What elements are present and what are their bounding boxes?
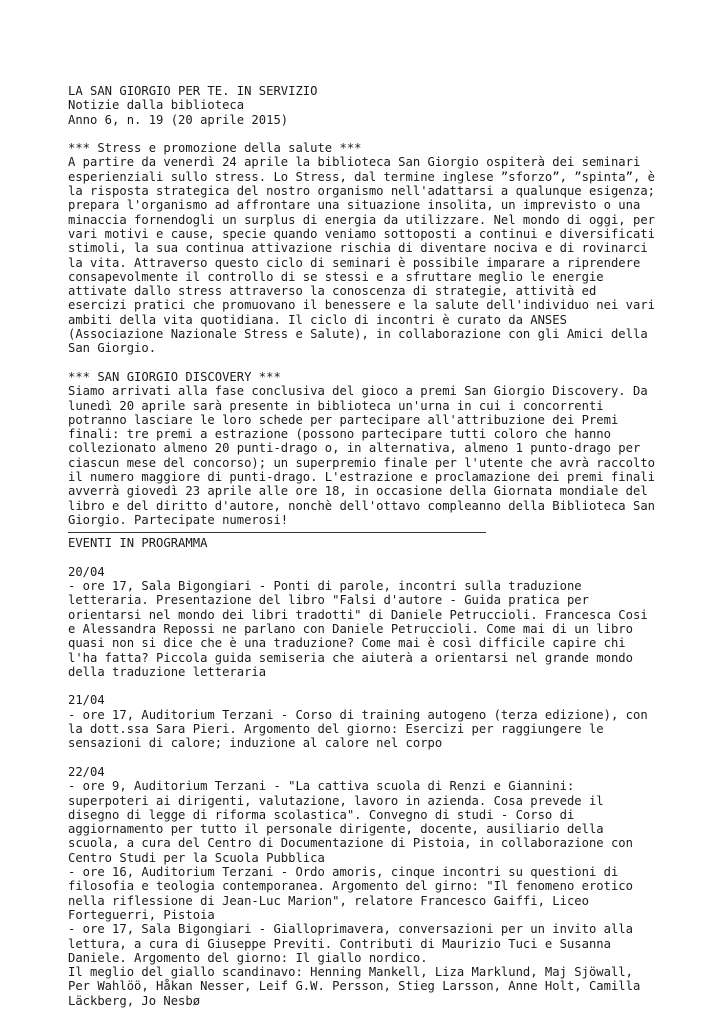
text-line: prepara l'organismo ad affrontare una situazione insolita, un imprevisto o una	[68, 198, 641, 213]
event-line: della traduzione letteraria	[68, 664, 267, 679]
event-line: disegno di legge di riforma scolastica". Convegno di studi - Corso di	[68, 807, 575, 822]
text-line: minaccia fornendogli un surplus di energia da utilizzare. Nel mondo di oggi, per	[68, 212, 655, 227]
text-line: finali: tre premi a estrazione (possono partecipare tutti coloro che hanno	[68, 427, 611, 442]
text-line: la vita. Attraverso questo ciclo di seminari è possibile imparare a riprendere	[68, 255, 641, 270]
events-heading: EVENTI IN PROGRAMMA	[68, 536, 208, 551]
text-line: esperienziali sullo stress. Lo Stress, dal termine inglese ”sforzo”, ”spinta”, è	[68, 169, 655, 184]
section-title-discovery: *** SAN GIORGIO DISCOVERY ***	[68, 369, 281, 384]
event-line: Per Wahlöö, Håkan Nesser, Leif G.W. Persson, Stieg Larsson, Anne Holt, Camilla	[68, 979, 641, 994]
text-line: lunedì 20 aprile sarà presente in biblioteca un'urna in cui i concorrenti	[68, 398, 604, 413]
events-list	[68, 551, 668, 1009]
event-line: nella riflessione di Jean-Luc Marion", relatore Francesco Gaiffi, Liceo	[68, 893, 589, 908]
event-date: 20/04	[68, 564, 105, 579]
text-line: ambiti della vita quotidiana. Il ciclo di incontri è curato da ANSES	[68, 312, 567, 327]
event-line: quasi non si dice che è una traduzione? Come mai è così difficile capire chi	[68, 636, 626, 651]
text-line: esercizi pratici che promuovano il benessere e la salute dell'individuo nei vari	[68, 298, 655, 313]
text-line: la risposta strategica del nostro organismo nell'adattarsi a qualunque esigenza;	[68, 184, 655, 199]
event-line: aggiornamento per tutto il personale dirigente, docente, ausiliario della	[68, 822, 604, 837]
event-line: scuola, a cura del Centro di Documentazione di Pistoia, in collaborazione con	[68, 836, 633, 851]
text-line: attivate dallo stress attraverso la conoscenza di strategie, attività ed	[68, 284, 597, 299]
text-line: ciascun mese del concorso); un superpremio finale per l'utente che avrà raccolto	[68, 455, 655, 470]
event-line: Läckberg, Jo Nesbø	[68, 993, 201, 1008]
divider	[68, 532, 486, 533]
event-date: 22/04	[68, 764, 105, 779]
event-line: e Alessandra Repossi ne parlano con Daniele Petruccioli. Come mai di un libro	[68, 621, 633, 636]
text-line: collezionato almeno 20 punti-drago o, in alternativa, almeno 1 punto-drago per	[68, 441, 641, 456]
event-line: l'ha fatta? Piccola guida semiseria che aiuterà a orientarsi nel grande mondo	[68, 650, 633, 665]
text-line: avverrà giovedì 23 aprile alle ore 18, in occasione della Giornata mondiale del	[68, 484, 648, 499]
event-line: Forteguerri, Pistoia	[68, 907, 215, 922]
text-line: il numero maggiore di punti-drago. L'estrazione e proclamazione dei premi finali	[68, 470, 655, 485]
event-line: sensazioni di calore; induzione al calore nel corpo	[68, 736, 443, 751]
section-title-stress: *** Stress e promozione della salute ***	[68, 141, 362, 156]
text-line: libro e del diritto d'autore, nonchè dell'ottavo compleanno della Biblioteca San	[68, 498, 655, 513]
text-line: vari motivi e cause, specie quando veniamo sottoposti a continui e diversificati	[68, 226, 655, 241]
event-line: Centro Studi per la Scuola Pubblica	[68, 850, 325, 865]
issue-info: Anno 6, n. 19 (20 aprile 2015)	[68, 112, 289, 127]
event-line: - ore 17, Sala Bigongiari - Gialloprimavera, conversazioni per un invito alla	[68, 922, 633, 937]
event-line: - ore 9, Auditorium Terzani - "La cattiva scuola di Renzi e Giannini:	[68, 779, 575, 794]
newsletter-title: LA SAN GIORGIO PER TE. IN SERVIZIO	[68, 84, 318, 98]
event-line: la dott.ssa Sara Pieri. Argomento del giorno: Esercizi per raggiungere le	[68, 722, 604, 737]
text-line: Siamo arrivati alla fase conclusiva del gioco a premi San Giorgio Discovery. Da	[68, 384, 648, 399]
event-line: filosofia e teologia contemporanea. Argomento del girno: "Il fenomeno erotico	[68, 879, 633, 894]
document-page	[68, 84, 668, 1008]
text-line: A partire da venerdì 24 aprile la biblioteca San Giorgio ospiterà dei seminari	[68, 155, 641, 170]
event-line: lettura, a cura di Giuseppe Previti. Contributi di Maurizio Tuci e Susanna	[68, 936, 611, 951]
event-line: Il meglio del giallo scandinavo: Henning Mankell, Liza Marklund, Maj Sjöwall,	[68, 965, 633, 980]
newsletter-subtitle: Notizie dalla biblioteca	[68, 98, 245, 113]
section-body-discovery	[68, 384, 668, 527]
event-line: Daniele. Argomento del giorno: Il giallo nordico.	[68, 950, 428, 965]
event-line: orientarsi nel mondo dei libri tradotti" di Daniele Petruccioli. Francesca Cosi	[68, 607, 648, 622]
event-line: - ore 17, Sala Bigongiari - Ponti di parole, incontri sulla traduzione	[68, 579, 582, 594]
event-line: letteraria. Presentazione del libro "Falsi d'autore - Guida pratica per	[68, 593, 589, 608]
section-body-stress	[68, 155, 668, 355]
text-line: potranno lasciare le loro schede per partecipare all'attribuzione dei Premi	[68, 412, 619, 427]
text-line: stimoli, la sua continua attivazione rischia di diventare nociva e di rovinarci	[68, 241, 648, 256]
event-line: - ore 16, Auditorium Terzani - Ordo amoris, cinque incontri su questioni di	[68, 865, 619, 880]
text-line: San Giorgio.	[68, 341, 157, 356]
text-line: Giorgio. Partecipate numerosi!	[68, 512, 289, 527]
event-date: 21/04	[68, 693, 105, 708]
event-line: superpoteri ai dirigenti, valutazione, lavoro in azienda. Cosa prevede il	[68, 793, 604, 808]
text-line: consapevolmente il controllo di se stessi e a sfruttare meglio le energie	[68, 269, 604, 284]
event-line: - ore 17, Auditorium Terzani - Corso di training autogeno (terza edizione), con	[68, 707, 648, 722]
text-line: (Associazione Nazionale Stress e Salute), in collaborazione con gli Amici della	[68, 327, 648, 342]
